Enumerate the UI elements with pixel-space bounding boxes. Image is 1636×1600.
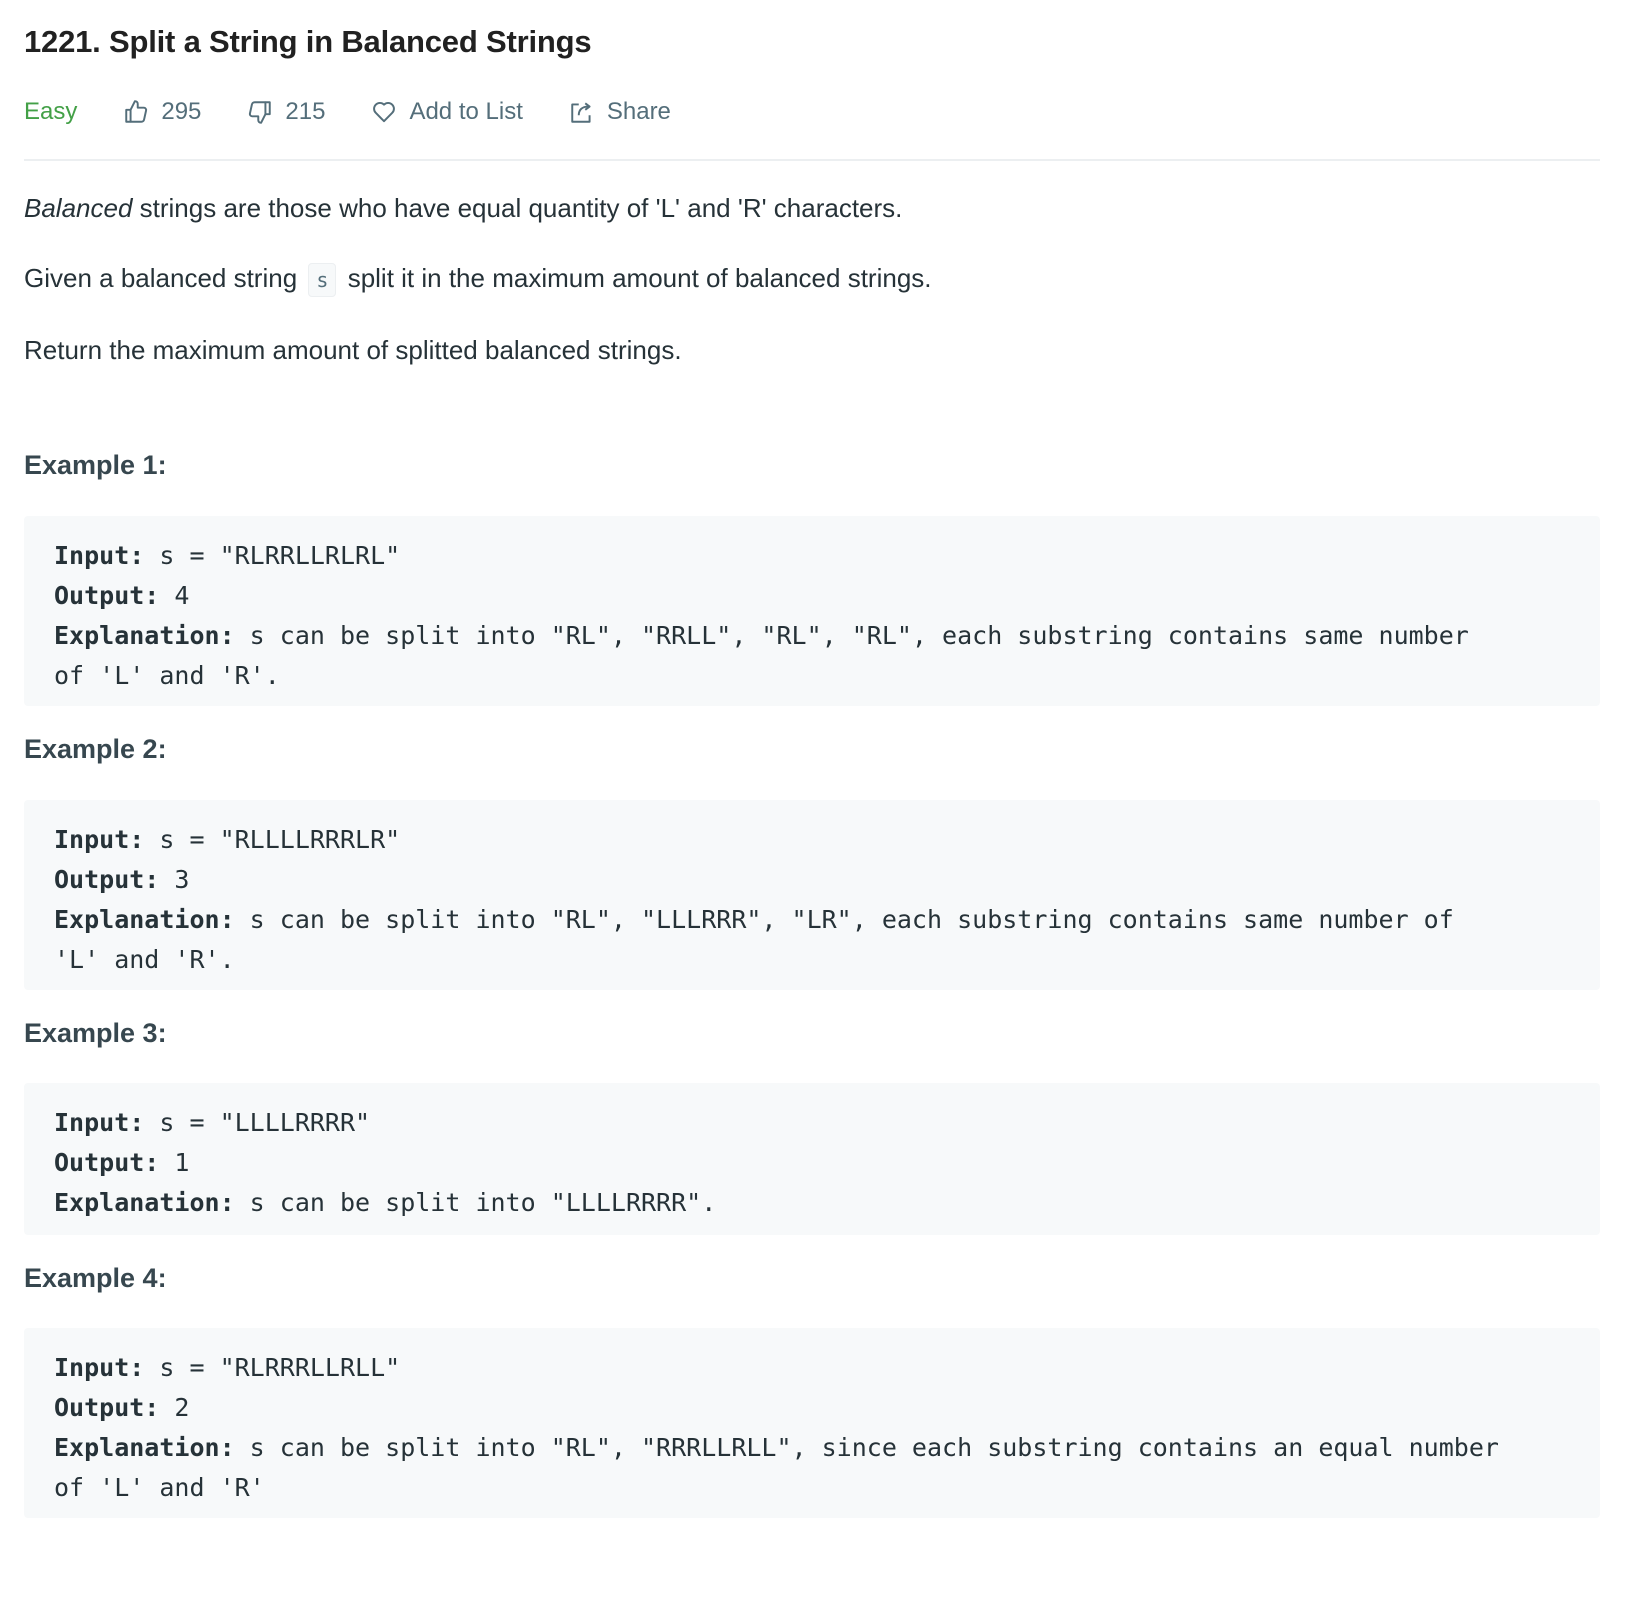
example-4-output: 2 [159, 1393, 190, 1422]
example-4-input: s = "RLRRRLLRLL" [144, 1353, 401, 1382]
share-label: Share [606, 98, 671, 125]
example-1-title: Example 1: [24, 450, 167, 480]
problem-meta-row [24, 92, 717, 132]
example-3-box [24, 1083, 1600, 1235]
example-3-input-line [54, 1103, 1570, 1143]
example-1-explanation-line [54, 616, 1570, 656]
example-2-output-line [54, 860, 1570, 900]
input-label: Input: [54, 1108, 145, 1137]
like-count: 295 [161, 98, 202, 125]
header-divider [24, 159, 1600, 161]
example-3-input: s = "LLLLRRRR" [144, 1108, 371, 1137]
example-2-input-line [54, 820, 1570, 860]
example-1-explanation: s can be split into "RL", "RRLL", "RL", "RL", each substring contains same number [234, 621, 1469, 650]
example-1-input: s = "RLRRLLRLRL" [144, 541, 401, 570]
example-3-output-line [54, 1143, 1570, 1183]
example-4-box [24, 1328, 1600, 1518]
description-paragraph-1 [24, 190, 1600, 226]
share-icon [569, 99, 595, 125]
balanced-emphasis: Balanced [24, 193, 133, 223]
example-4-title: Example 4: [24, 1263, 167, 1293]
example-2-explanation-line [54, 900, 1570, 940]
like-button[interactable] [123, 98, 201, 126]
example-3-explanation-line [54, 1183, 1570, 1223]
problem-description [24, 190, 1600, 402]
example-1-box [24, 516, 1600, 706]
heart-icon [371, 99, 397, 125]
example-2-title: Example 2: [24, 734, 167, 764]
output-label: Output: [54, 865, 160, 894]
dislike-button[interactable] [247, 98, 325, 126]
example-2-explanation-cont: 'L' and 'R'. [54, 945, 235, 974]
example-1-input-line [54, 536, 1570, 576]
description-paragraph-2 [24, 260, 1600, 298]
add-to-list-label: Add to List [409, 98, 523, 125]
thumbs-up-icon [123, 99, 149, 125]
example-1-output: 4 [159, 581, 190, 610]
explanation-label: Explanation: [54, 1433, 235, 1462]
example-4-explanation-cont: of 'L' and 'R' [54, 1473, 265, 1502]
example-2-explanation: s can be split into "RL", "LLLRRR", "LR", each substring contains same number of [234, 905, 1454, 934]
example-2-input: s = "RLLLLRRRLR" [144, 825, 401, 854]
add-to-list-button[interactable] [371, 98, 522, 126]
inline-code-s: s [308, 263, 336, 297]
description-p2-after: split it in the maximum amount of balanced strings. [347, 263, 932, 293]
example-4-explanation: s can be split into "RL", "RRRLLRLL", since each substring contains an equal number [234, 1433, 1499, 1462]
example-1-explanation-cont: of 'L' and 'R'. [54, 661, 280, 690]
example-3-explanation: s can be split into "LLLLRRRR". [234, 1188, 717, 1217]
difficulty-badge: Easy [24, 98, 78, 125]
input-label: Input: [54, 1353, 145, 1382]
example-4-input-line [54, 1348, 1570, 1388]
description-p1-text: strings are those who have equal quantity of 'L' and 'R' characters. [132, 193, 903, 223]
explanation-label: Explanation: [54, 1188, 235, 1217]
input-label: Input: [54, 541, 145, 570]
description-p2-before: Given a balanced string [24, 263, 298, 293]
example-2-box [24, 800, 1600, 990]
example-4-output-line [54, 1388, 1570, 1428]
explanation-label: Explanation: [54, 621, 235, 650]
example-3-output: 1 [159, 1148, 190, 1177]
example-3-title: Example 3: [24, 1018, 167, 1048]
problem-title: 1221. Split a String in Balanced Strings [24, 24, 592, 59]
output-label: Output: [54, 1148, 160, 1177]
share-button[interactable] [569, 98, 671, 126]
example-4-explanation-line [54, 1428, 1570, 1468]
output-label: Output: [54, 1393, 160, 1422]
output-label: Output: [54, 581, 160, 610]
example-2-output: 3 [159, 865, 190, 894]
example-1-output-line [54, 576, 1570, 616]
input-label: Input: [54, 825, 145, 854]
explanation-label: Explanation: [54, 905, 235, 934]
description-paragraph-3: Return the maximum amount of splitted balanced strings. [24, 335, 682, 365]
dislike-count: 215 [285, 98, 326, 125]
thumbs-down-icon [247, 99, 273, 125]
